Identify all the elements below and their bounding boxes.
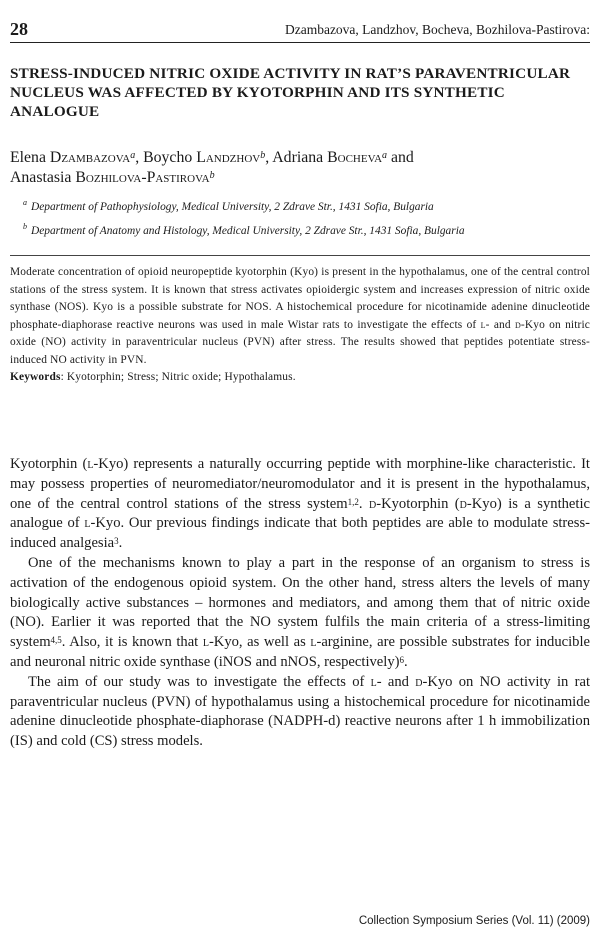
author-surname: Landzhov xyxy=(196,149,261,166)
body-text-run: -Kyotorphin ( xyxy=(376,495,460,512)
body-text-run: l xyxy=(310,634,317,651)
body-text-run: -Kyo on NO activity in rat paraventricular nucleus (PVN) of hypothalamus using a histochemical procedure for nicotinamide adenine dinucleotide phosphate-diaphorase (NADPH-d) reactive neurons after 1 h immobilization (IS) and cold (CS) stress models. xyxy=(10,673,591,750)
affiliation-text: Department of Pathophysiology, Medical University, 2 Zdrave Str., 1431 Sofia, Bulgaria xyxy=(31,200,434,213)
body-text-run: d xyxy=(415,673,423,690)
body-text-run: -Kyo. Our previous findings indicate that both peptides are able to modulate stress-induced analgesia xyxy=(10,515,590,552)
body-text-run: One of the mechanisms known to play a part in the response of an organism to stress is activation of the endogenous opioid system. On the other hand, stress alters the levels of many biologically active substances – hormones and mediators, and among them that of nitric oxide (NO). Earlier it was reported that the NO system fulfils the main criteria of a stress-limiting system xyxy=(10,554,590,651)
body-paragraph xyxy=(10,455,590,554)
citation-ref: 1,2 xyxy=(347,496,359,507)
affiliation-mark: b xyxy=(23,221,27,231)
abstract-text: l xyxy=(480,318,486,331)
abstract-text: d xyxy=(514,318,521,331)
body-text-run: . xyxy=(118,535,123,552)
citation-ref: 6 xyxy=(399,654,404,665)
affiliation-text: Department of Anatomy and Histology, Medical University, 2 Zdrave Str., 1431 Sofia, Bulgaria xyxy=(31,224,465,237)
affiliation-mark: b xyxy=(260,150,266,161)
body-text-run: -Kyo) is a synthetic analogue of xyxy=(10,495,590,532)
author-surname: Dzambazova xyxy=(49,149,131,166)
affiliation-mark: a xyxy=(130,150,136,161)
body-text-run: l xyxy=(202,634,209,651)
keywords-text: : Kyotorphin; Stress; Nitric oxide; Hypothalamus. xyxy=(60,371,296,383)
body-text-run: l xyxy=(370,673,377,690)
page-header xyxy=(10,20,590,43)
author-list: Elena Dzambazova$^a$, Boycho Landzhov$^b$, Adriana Bocheva$^a$ and Anastasia Bozhilova-Pastirova$^b$ xyxy=(10,149,414,186)
author-first-name: Adriana xyxy=(272,149,328,166)
author-conjunction: and xyxy=(387,149,414,166)
author-surname: Bozhilova-Pastirova xyxy=(75,169,210,186)
body-text-run: d xyxy=(459,495,467,512)
author-first-name: Boycho xyxy=(143,149,197,166)
author-first-name: Elena xyxy=(10,149,50,166)
body-text-run: -Kyo) represents a naturally occurring peptide with morphine-like characteristic. It may possess properties of neuromediator/neuromodulator and it is present in the hypothalamus, one of the central control stations of the stress system xyxy=(10,456,590,512)
author-surname: Bocheva xyxy=(327,149,383,166)
page-number: 28 xyxy=(10,19,28,39)
body-text xyxy=(10,455,590,752)
page-footer: Collection Symposium Series (Vol. 11) (2009) xyxy=(358,915,590,927)
running-head: Dzambazova, Landzhov, Bocheva, Bozhilova-Pastirova: xyxy=(284,22,590,37)
body-paragraph xyxy=(10,554,590,673)
body-text-run: Kyotorphin ( xyxy=(10,456,88,472)
keywords-label: Keywords xyxy=(10,371,61,383)
body-paragraph xyxy=(10,673,590,752)
section-divider xyxy=(10,255,590,256)
affiliations xyxy=(23,193,590,241)
body-text-run: The aim of our study was to investigate the effects of xyxy=(28,673,371,690)
abstract-text: - and xyxy=(485,318,515,331)
body-text-run: . xyxy=(358,495,369,512)
abstract xyxy=(10,264,590,387)
abstract-text: Moderate concentration of opioid neuropeptide kyotorphin (Kyo) is present in the hypothalamus, one of the central control stations of the stress system. It is known that stress activates opioidergic system and increases expression of nitric oxide synthase (NOS). Kyo is a possible substrate for NOS. A histochemical procedure for nicotinamide adenine dinucleotide phosphate-diaphorase reactive neurons was used in male Wistar rats to investigate the effects of xyxy=(10,266,590,331)
affiliation-mark: a xyxy=(23,198,27,207)
affiliation-line xyxy=(23,217,590,241)
body-text-run: . Also, it is known that xyxy=(61,634,203,651)
body-text-run: d xyxy=(368,495,377,512)
body-text-run: -arginine, are possible substrates for inducible and neuronal nitric oxide synthase (iNOS and nNOS, respectively) xyxy=(10,634,590,670)
citation-ref: 4,5 xyxy=(50,635,62,646)
body-text-run: . xyxy=(403,653,408,670)
citation-ref: 3 xyxy=(114,536,119,547)
author-first-name: Anastasia xyxy=(10,169,76,186)
affiliation-line xyxy=(23,193,590,217)
body-text-run: l xyxy=(87,456,94,472)
abstract-text: -Kyo on nitric oxide (NO) activity in paraventricular nucleus (PVN) after stress. The results showed that peptides potentiate stress-induced NO activity in PVN. xyxy=(10,318,591,366)
affiliation-mark: a xyxy=(382,150,388,161)
affiliation-mark: b xyxy=(209,170,215,181)
body-text-run: - and xyxy=(376,673,416,690)
article-title: STRESS-INDUCED NITRIC OXIDE ACTIVITY IN RAT’S PARAVENTRICULAR NUCLEUS WAS AFFECTED BY KYOTORPHIN AND ITS SYNTHETIC ANALOGUE xyxy=(10,65,571,120)
body-text-run: l xyxy=(84,515,91,532)
body-text-run: -Kyo, as well as xyxy=(208,634,311,651)
